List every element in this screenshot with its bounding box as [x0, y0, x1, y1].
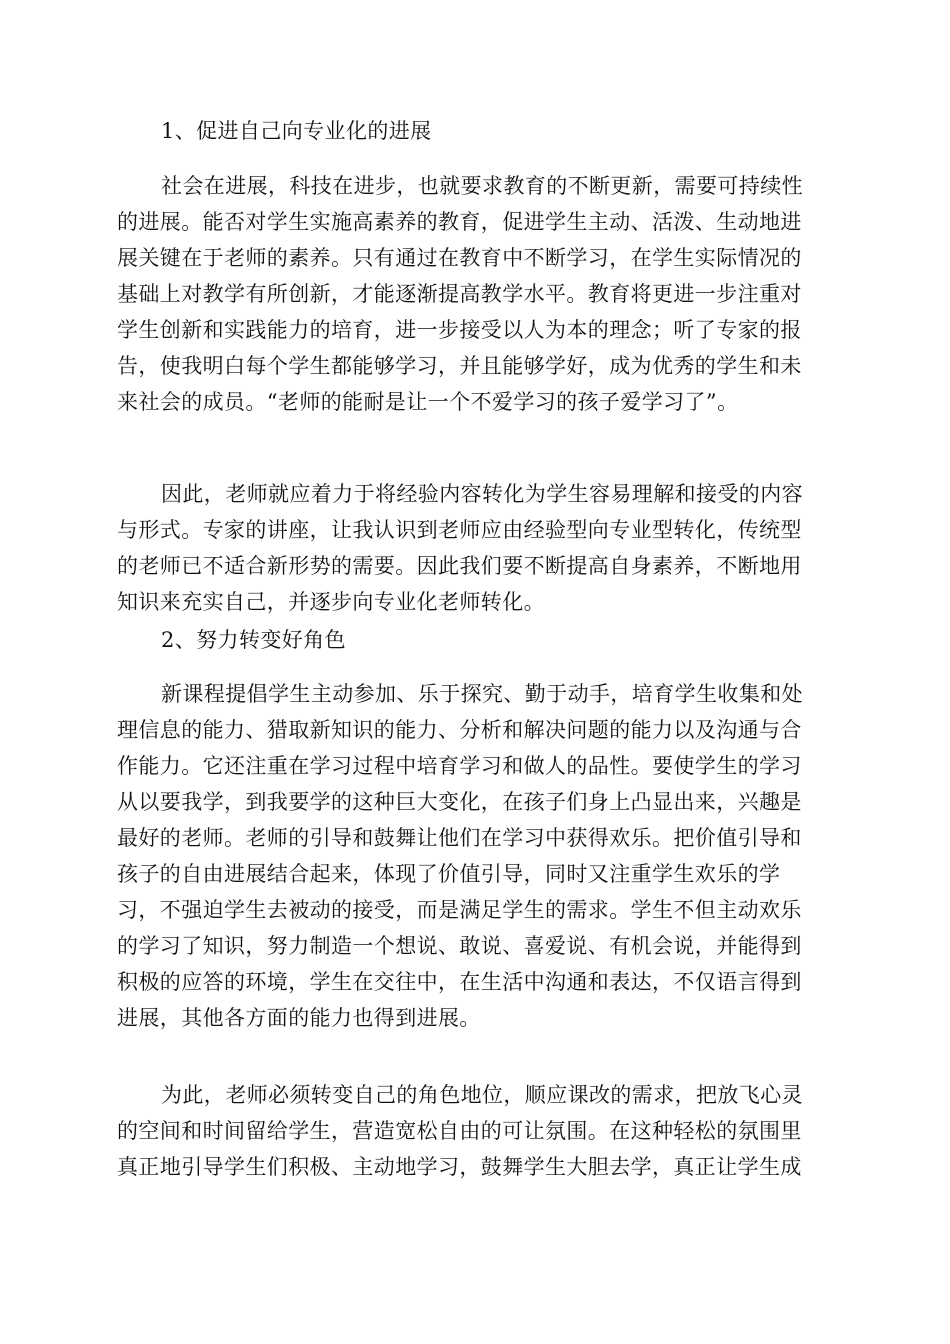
paragraph-line: 展关键在于老师的素养。只有通过在教育中不断学习，在学生实际情况的 [117, 246, 802, 270]
paragraph-3 [117, 676, 831, 1036]
paragraph-line: 因此，老师就应着力于将经验内容转化为学生容易理解和接受的内容 [161, 482, 803, 506]
paragraph-line: 知识来充实自己，并逐步向专业化老师转化。 [117, 590, 545, 614]
paragraph-line: 与形式。专家的讲座，让我认识到老师应由经验型向专业型转化，传统型 [117, 518, 802, 542]
paragraph-line: 社会在进展，科技在进步，也就要求教育的不断更新，需要可持续性 [161, 174, 803, 198]
paragraph-line: 的空间和时间留给学生，营造宽松自由的可让氛围。在这种轻松的氛围里 [117, 1119, 802, 1143]
paragraph-line: 来社会的成员。“老师的能耐是让一个不爱学习的孩子爱学习了”。 [117, 390, 739, 414]
paragraph-line: 最好的老师。老师的引导和鼓舞让他们在学习中获得欢乐。把价值引导和 [117, 826, 802, 850]
paragraph-1 [117, 168, 831, 420]
paragraph-line: 为此，老师必须转变自己的角色地位，顺应课改的需求，把放飞心灵 [161, 1083, 803, 1107]
paragraph-line: 作能力。它还注重在学习过程中培育学习和做人的品性。要使学生的学习 [117, 754, 802, 778]
paragraph-line: 的进展。能否对学生实施高素养的教育，促进学生主动、活泼、生动地进 [117, 210, 802, 234]
paragraph-line: 新课程提倡学生主动参加、乐于探究、勤于动手，培育学生收集和处 [161, 682, 803, 706]
paragraph-line: 孩子的自由进展结合起来，体现了价值引导，同时又注重学生欢乐的学 [117, 862, 781, 886]
paragraph-line: 理信息的能力、猎取新知识的能力、分析和解决问题的能力以及沟通与合 [117, 718, 802, 742]
paragraph-4 [117, 1077, 831, 1185]
paragraph-line: 进展，其他各方面的能力也得到进展。 [117, 1006, 481, 1030]
paragraph-line: 习，不强迫学生去被动的接受，而是满足学生的需求。学生不但主动欢乐 [117, 898, 802, 922]
paragraph-line: 积极的应答的环境，学生在交往中，在生活中沟通和表达，不仅语言得到 [117, 970, 802, 994]
heading-2-text: 2、努力转变好角色 [161, 628, 346, 652]
heading-1 [117, 113, 831, 149]
paragraph-line: 真正地引导学生们积极、主动地学习，鼓舞学生大胆去学，真正让学生成 [117, 1155, 802, 1179]
paragraph-line: 的学习了知识，努力制造一个想说、敢说、喜爱说、有机会说，并能得到 [117, 934, 802, 958]
paragraph-line: 从以要我学，到我要学的这种巨大变化，在孩子们身上凸显出来，兴趣是 [117, 790, 802, 814]
paragraph-line: 基础上对教学有所创新，才能逐渐提高教学水平。教育将更进一步注重对 [117, 282, 802, 306]
heading-1-text: 1、促进自己向专业化的进展 [161, 119, 432, 143]
paragraph-line: 告，使我明白每个学生都能够学习，并且能够学好，成为优秀的学生和未 [117, 354, 802, 378]
paragraph-line: 学生创新和实践能力的培育，进一步接受以人为本的理念；听了专家的报 [117, 318, 802, 342]
paragraph-line: 的老师已不适合新形势的需要。因此我们要不断提高自身素养，不断地用 [117, 554, 802, 578]
paragraph-2 [117, 476, 831, 620]
heading-2 [117, 622, 831, 658]
